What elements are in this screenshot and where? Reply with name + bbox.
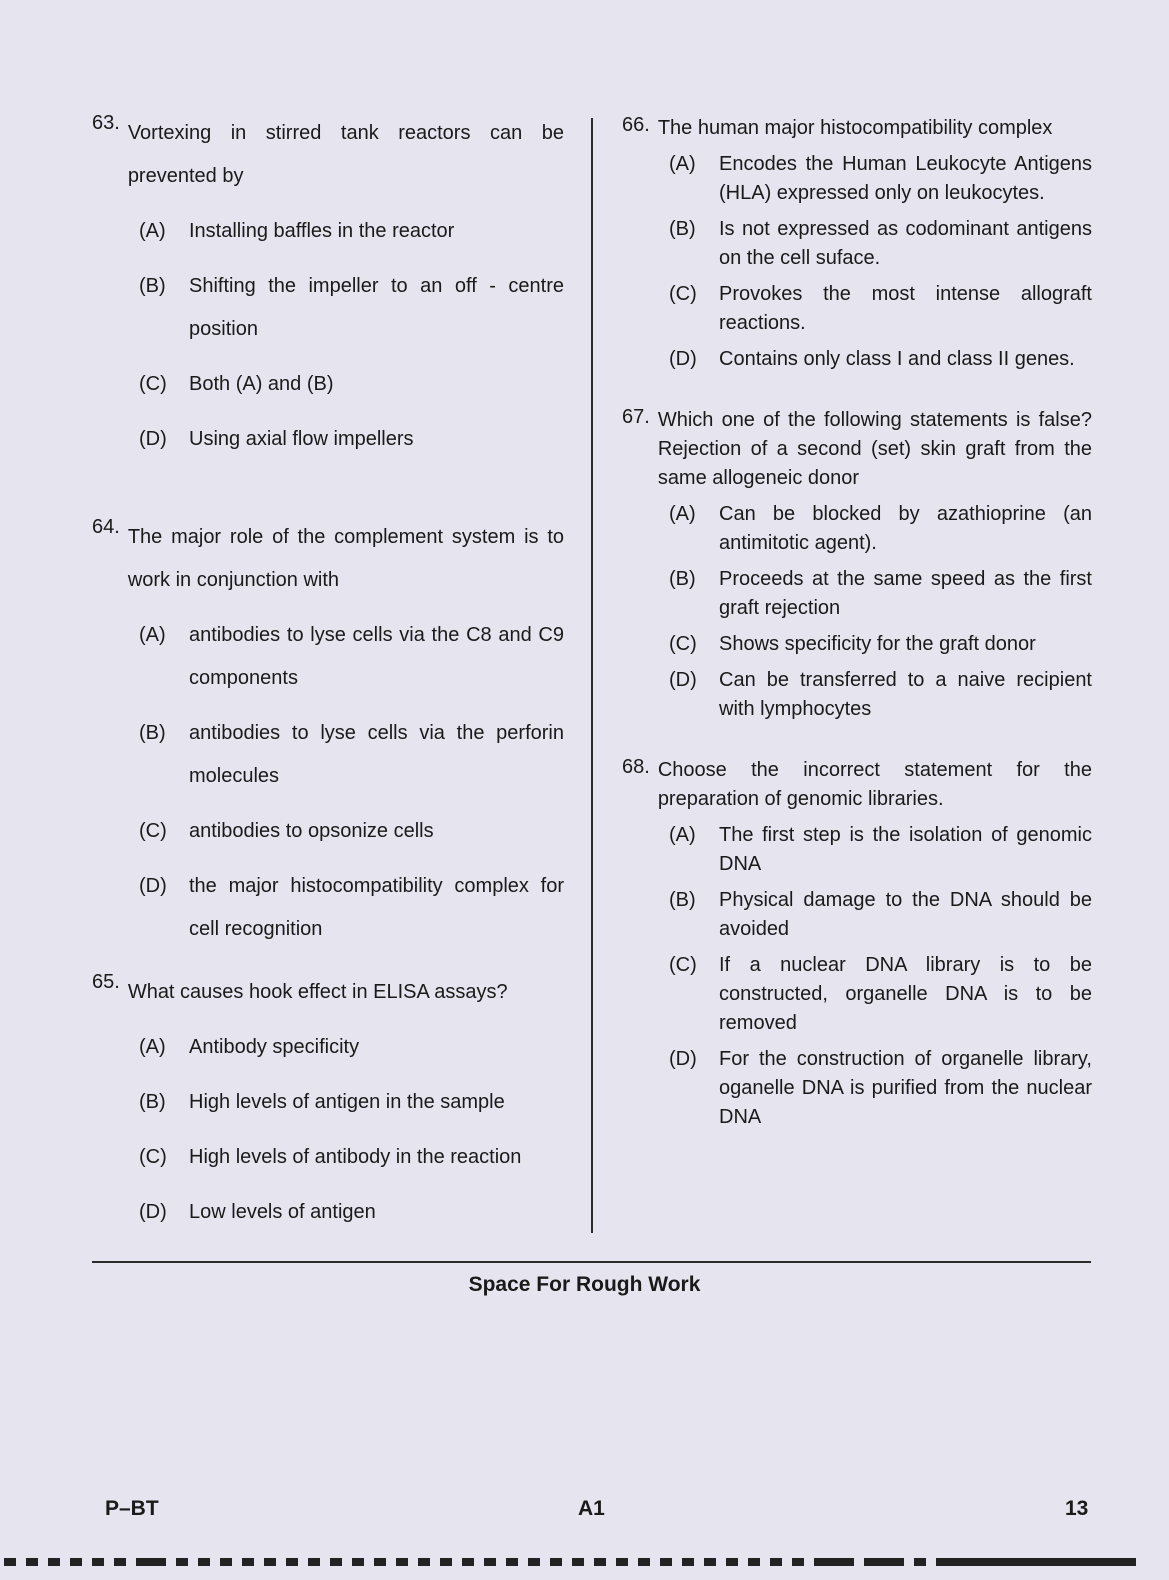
- option-label: (C): [139, 373, 167, 395]
- question-text: The major role of the complement system is to work in conjunction with: [127, 526, 564, 591]
- option-text: If a nuclear DNA library is to be constructed, organelle DNA is to be removed: [719, 954, 1092, 1034]
- question-65: [92, 971, 564, 1234]
- option-text: Physical damage to the DNA should be avoided: [719, 889, 1092, 940]
- horizontal-rule: [92, 1261, 1091, 1263]
- option-label: (C): [139, 820, 167, 842]
- option-label: (D): [139, 428, 167, 450]
- option-label: (A): [139, 624, 166, 646]
- option-a: [669, 821, 1092, 879]
- option-d: [669, 666, 1092, 724]
- question-number: 67.: [622, 406, 650, 428]
- option-c: [139, 363, 564, 406]
- option-label: (B): [139, 275, 166, 297]
- timing-marks: [0, 1558, 1169, 1568]
- option-c: [669, 630, 1092, 659]
- option-label: (B): [669, 889, 696, 911]
- question-text: Choose the incorrect statement for the preparation of genomic libraries.: [657, 759, 1092, 810]
- option-label: (D): [139, 875, 167, 897]
- right-column: [622, 114, 1092, 1132]
- option-b: [669, 215, 1092, 273]
- option-d: [139, 1191, 564, 1234]
- option-a: [139, 614, 564, 700]
- option-c: [669, 951, 1092, 1038]
- option-label: (C): [669, 954, 697, 976]
- option-text: antibodies to lyse cells via the C8 and C9 components: [189, 624, 564, 689]
- question-number: 64.: [92, 516, 120, 538]
- option-text: Both (A) and (B): [189, 373, 334, 395]
- option-text: Contains only class I and class II genes.: [719, 348, 1075, 370]
- option-b: [139, 1081, 564, 1124]
- option-label: (D): [669, 669, 697, 691]
- option-b: [669, 886, 1092, 944]
- option-c: [139, 810, 564, 853]
- option-b: [669, 565, 1092, 623]
- question-text: The human major histocompatibility complex: [657, 117, 1053, 139]
- option-text: Shows specificity for the graft donor: [719, 633, 1036, 655]
- option-text: antibodies to lyse cells via the perforin molecules: [189, 722, 564, 787]
- question-text: Which one of the following statements is false? Rejection of a second (set) skin graft from the same allogeneic donor: [657, 409, 1092, 489]
- option-text: High levels of antigen in the sample: [189, 1091, 505, 1113]
- option-label: (A): [669, 503, 696, 525]
- option-label: (B): [669, 218, 696, 240]
- question-63: [92, 112, 564, 461]
- question-text: Vortexing in stirred tank reactors can be prevented by: [127, 122, 564, 187]
- question-number: 65.: [92, 971, 120, 993]
- option-c: [139, 1136, 564, 1179]
- option-a: [139, 1026, 564, 1069]
- option-label: (B): [139, 722, 166, 744]
- option-text: Can be blocked by azathioprine (an antimitotic agent).: [719, 503, 1092, 554]
- option-label: (A): [139, 1036, 166, 1058]
- option-label: (A): [669, 824, 696, 846]
- question-67: [622, 406, 1092, 724]
- option-text: Can be transferred to a naive recipient with lymphocytes: [719, 669, 1092, 720]
- option-a: [669, 500, 1092, 558]
- option-label: (D): [139, 1201, 167, 1223]
- option-text: the major histocompatibility complex for cell recognition: [189, 875, 564, 940]
- question-68: [622, 756, 1092, 1132]
- option-label: (B): [139, 1091, 166, 1113]
- option-text: High levels of antibody in the reaction: [189, 1146, 522, 1168]
- series-code: A1: [578, 1497, 605, 1520]
- option-text: Encodes the Human Leukocyte Antigens (HLA) expressed only on leukocytes.: [719, 153, 1092, 204]
- option-text: Low levels of antigen: [189, 1201, 376, 1223]
- option-b: [139, 712, 564, 798]
- question-number: 63.: [92, 112, 120, 134]
- option-d: [139, 865, 564, 951]
- option-a: [139, 210, 564, 253]
- option-text: Shifting the impeller to an off - centre position: [189, 275, 564, 340]
- rough-work-heading: Space For Rough Work: [468, 1273, 701, 1296]
- option-label: (C): [669, 633, 697, 655]
- left-column: [92, 112, 564, 1234]
- question-number: 68.: [622, 756, 650, 778]
- option-text: For the construction of organelle library, oganelle DNA is purified from the nuclear DNA: [719, 1048, 1092, 1128]
- option-text: Antibody specificity: [189, 1036, 360, 1058]
- option-text: Proceeds at the same speed as the first graft rejection: [719, 568, 1092, 619]
- option-label: (A): [669, 153, 696, 175]
- option-text: antibodies to opsonize cells: [189, 820, 434, 842]
- option-a: [669, 150, 1092, 208]
- option-text: Installing baffles in the reactor: [189, 220, 455, 242]
- option-d: [669, 1045, 1092, 1132]
- option-c: [669, 280, 1092, 338]
- option-text: Provokes the most intense allograft reactions.: [719, 283, 1092, 334]
- question-text: What causes hook effect in ELISA assays?: [127, 981, 508, 1003]
- option-label: (D): [669, 1048, 697, 1070]
- paper-code: P–BT: [105, 1497, 159, 1520]
- column-divider: [591, 118, 593, 1233]
- question-66: [622, 114, 1092, 374]
- option-label: (B): [669, 568, 696, 590]
- option-text: The first step is the isolation of genomic DNA: [719, 824, 1092, 875]
- option-b: [139, 265, 564, 351]
- option-text: Using axial flow impellers: [189, 428, 414, 450]
- question-64: [92, 516, 564, 951]
- option-d: [669, 345, 1092, 374]
- option-d: [139, 418, 564, 461]
- page-number: 13: [1065, 1497, 1089, 1520]
- option-label: (C): [669, 283, 697, 305]
- question-number: 66.: [622, 114, 650, 136]
- option-text: Is not expressed as codominant antigens on the cell suface.: [719, 218, 1092, 269]
- option-label: (D): [669, 348, 697, 370]
- option-label: (C): [139, 1146, 167, 1168]
- option-label: (A): [139, 220, 166, 242]
